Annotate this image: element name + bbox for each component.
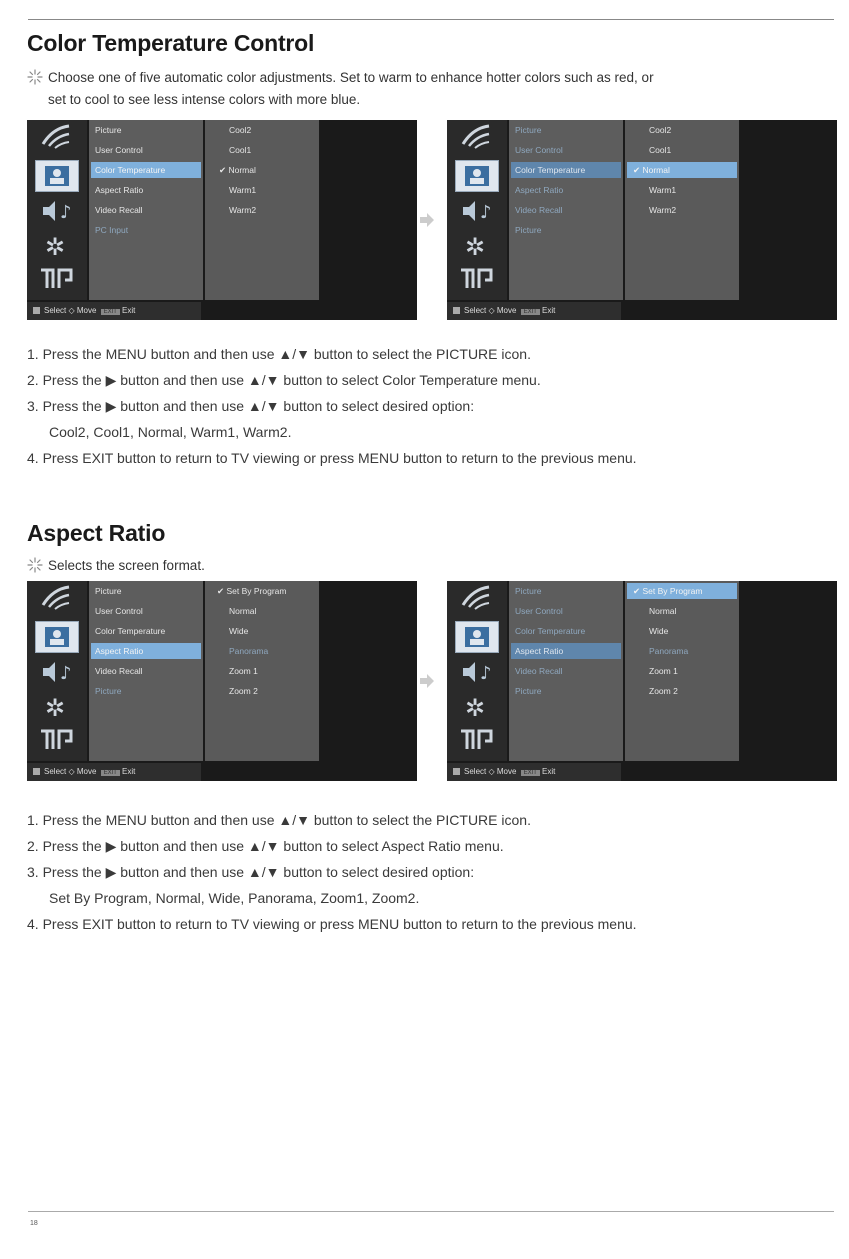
osd-option: Normal [229,606,257,616]
osd-menu-item: User Control [95,606,143,616]
osd-main-menu [89,581,203,761]
osd-screenshot [447,120,837,320]
osd-menu-item: Aspect Ratio [511,643,621,659]
osd-menu-item: Video Recall [515,666,563,676]
osd-submenu [625,581,739,761]
section-aspect-ratio [27,520,817,937]
osd-option: Warm1 [229,185,257,195]
osd-option: Cool1 [229,145,252,155]
osd-option: Cool1 [649,145,672,155]
footer-move: Move [496,767,517,776]
picture-icon [35,160,79,192]
footer-exit: Exit [121,306,136,315]
sound-icon [35,657,77,687]
osd-option: ✔ Normal [627,162,737,178]
right-arrow-icon [419,674,435,688]
osd-screenshot [27,120,417,320]
osd-option: Cool2 [229,125,252,135]
move-key-icon: ◇ [68,306,77,315]
footer-move: Move [496,306,517,315]
picture-icon [455,621,499,653]
step: 3. Press the ▶ button and then use ▲/▼ button to select desired option: [27,398,475,414]
osd-icon-column [27,120,87,300]
select-key-icon [33,768,40,775]
instruction-steps [27,807,817,937]
sound-icon [455,196,497,226]
step: 1. Press the MENU button and then use ▲/▼ button to select the PICTURE icon. [27,346,531,362]
bottom-rule [28,1211,834,1212]
osd-blank-area [321,120,417,300]
page-number: 18 [30,1220,38,1227]
footer-select: Select [464,767,487,776]
osd-footer [447,302,621,320]
move-key-icon: ◇ [488,767,497,776]
osd-icon-column [447,581,507,761]
osd-option: Zoom 2 [649,686,678,696]
osd-main-menu [509,120,623,300]
osd-footer [27,302,201,320]
setup-icon [455,691,497,721]
osd-option: ✔ Set By Program [627,583,737,599]
osd-menu-item: Video Recall [515,205,563,215]
osd-footer [27,763,201,781]
step: 1. Press the MENU button and then use ▲/▼ button to select the PICTURE icon. [27,812,531,828]
osd-blank-area [741,120,837,300]
antenna-icon [35,122,77,152]
sparkle-icon [27,557,43,573]
intro-line: set to cool to see less intense colors with more blue. [48,92,361,107]
osd-footer [447,763,621,781]
antenna-icon [455,583,497,613]
sound-icon [455,657,497,687]
osd-menu-item: Aspect Ratio [515,185,564,195]
osd-blank-area [741,581,837,761]
osd-icon-column [27,581,87,761]
svg-text:✲: ✲ [465,694,486,721]
select-key-icon [33,307,40,314]
sound-icon [35,196,77,226]
osd-menu-item: Color Temperature [515,626,586,636]
exit-key-label: EXIT [101,770,120,776]
osd-blank-area [321,581,417,761]
osd-menu-item: Picture [515,125,542,135]
section-intro [27,555,817,577]
osd-menu-item: Video Recall [95,666,143,676]
svg-text:♪: ♪ [60,663,72,684]
svg-text:✲: ✲ [465,233,486,260]
move-key-icon: ◇ [68,767,77,776]
osd-option: Wide [229,626,249,636]
instruction-steps [27,341,817,471]
section-title: Aspect Ratio [27,520,166,546]
setup-icon [35,230,77,260]
select-key-icon [453,768,460,775]
svg-text:♪: ♪ [480,202,492,223]
osd-screenshot [447,581,837,781]
step: 4. Press EXIT button to return to TV viewing or press MENU button to return to the previous menu. [27,450,637,466]
osd-main-menu [89,120,203,300]
footer-exit: Exit [121,767,136,776]
setup-icon [455,230,497,260]
osd-option: Zoom 2 [229,686,258,696]
select-key-icon [453,307,460,314]
svg-text:✲: ✲ [45,694,66,721]
osd-submenu [205,120,319,300]
input-icon [455,264,497,294]
exit-key-label: EXIT [521,309,540,315]
osd-option: ✔ Normal [219,165,256,175]
footer-select: Select [464,306,487,315]
osd-menu-item: Picture [95,125,122,135]
input-icon [455,725,497,755]
right-arrow-icon [419,213,435,227]
osd-icon-column [447,120,507,300]
footer-move: Move [76,767,97,776]
osd-menu-item: Video Recall [95,205,143,215]
step: 2. Press the ▶ button and then use ▲/▼ button to select Aspect Ratio menu. [27,838,504,854]
footer-exit: Exit [541,306,556,315]
osd-submenu [205,581,319,761]
intro-line: Choose one of five automatic color adjustments. Set to warm to enhance hotter colors such as red, or [48,70,654,85]
setup-icon [35,691,77,721]
osd-menu-item: User Control [515,606,563,616]
osd-menu-item: User Control [95,145,143,155]
osd-menu-item: Color Temperature [511,162,621,178]
osd-menu-item: Aspect Ratio [91,643,201,659]
antenna-icon [455,122,497,152]
svg-text:✲: ✲ [45,233,66,260]
antenna-icon [35,583,77,613]
osd-screens [27,120,817,323]
osd-option: Warm1 [649,185,677,195]
osd-menu-item: Picture [95,586,122,596]
osd-option: Warm2 [229,205,257,215]
step-options: Set By Program, Normal, Wide, Panorama, Zoom1, Zoom2. [49,890,420,906]
picture-icon [35,621,79,653]
sparkle-icon [27,69,43,85]
osd-menu-item: User Control [515,145,563,155]
step: 2. Press the ▶ button and then use ▲/▼ button to select Color Temperature menu. [27,372,541,388]
osd-option: Zoom 1 [229,666,258,676]
osd-menu-item: Picture [95,686,122,696]
input-icon [35,725,77,755]
exit-key-label: EXIT [521,770,540,776]
footer-select: Select [44,306,67,315]
osd-submenu [625,120,739,300]
osd-menu-item: Color Temperature [95,626,166,636]
osd-menu-item: Color Temperature [91,162,201,178]
osd-screenshot [27,581,417,781]
osd-option: Zoom 1 [649,666,678,676]
osd-menu-item: Picture [515,225,542,235]
step: 4. Press EXIT button to return to TV viewing or press MENU button to return to the previous menu. [27,916,637,932]
osd-option: Panorama [229,646,269,656]
input-icon [35,264,77,294]
osd-option: ✔ Set By Program [217,586,287,596]
osd-option: Cool2 [649,125,672,135]
svg-text:♪: ♪ [480,663,492,684]
top-rule [28,19,834,20]
picture-icon [455,160,499,192]
osd-menu-item: Picture [515,586,542,596]
section-title: Color Temperature Control [27,30,315,56]
footer-exit: Exit [541,767,556,776]
intro-line: Selects the screen format. [48,558,205,573]
osd-option: Warm2 [649,205,677,215]
osd-menu-item: PC Input [95,225,129,235]
osd-menu-item: Aspect Ratio [95,185,144,195]
section-intro [27,67,817,111]
osd-menu-item: Picture [515,686,542,696]
footer-select: Select [44,767,67,776]
exit-key-label: EXIT [101,309,120,315]
osd-main-menu [509,581,623,761]
step: 3. Press the ▶ button and then use ▲/▼ button to select desired option: [27,864,475,880]
footer-move: Move [76,306,97,315]
osd-screens [27,581,817,784]
move-key-icon: ◇ [488,306,497,315]
step-options: Cool2, Cool1, Normal, Warm1, Warm2. [49,424,292,440]
osd-option: Panorama [649,646,689,656]
osd-option: Normal [649,606,677,616]
osd-option: Wide [649,626,669,636]
section-color-temperature [27,30,817,471]
svg-text:♪: ♪ [60,202,72,223]
